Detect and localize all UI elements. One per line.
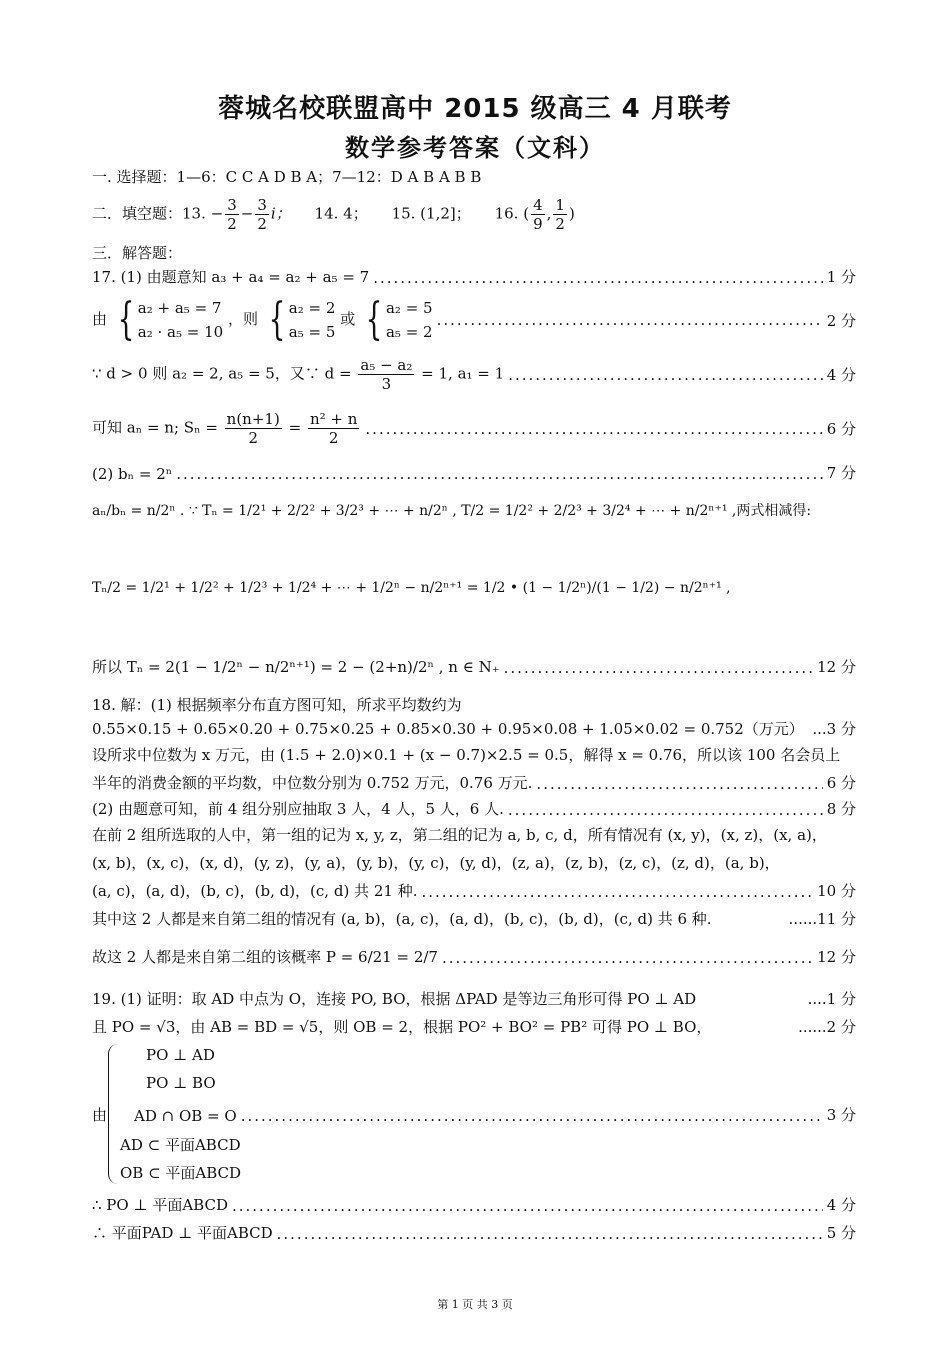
q18-line4: 半年的消费金额的平均数，中位数分别为 0.752 万元，0.76 万元. ..... 6 分 — [92, 772, 856, 793]
q18-line10: 故这 2 人都是来自第二组的该概率 P = 6/21 = 2/7 ..... 12 分 — [92, 946, 856, 967]
q17-line2: 由 { a₂ + a₅ = 7 a₂ · a₅ = 10 ，则 { a₂ = 2 a₅ = 5 或 { a₂ = 5 a₅ = 2 ..... 2 分 — [92, 296, 856, 344]
fraction: $\frac{3}{2}$ — [257, 196, 267, 233]
q17-line7: Tₙ/2 = 1/2¹ + 1/2² + 1/2³ + 1/2⁴ + ⋯ + 1/2ⁿ − n/2ⁿ⁺¹ = 1/2 • (1 − 1/2ⁿ)/(1 − 1/2) − n/2ⁿ⁺¹ , — [92, 580, 731, 596]
fraction: $\frac{1}{2}$ — [555, 196, 565, 233]
fraction: $\frac{n(n+1)}{2}$ — [226, 410, 280, 447]
q18-line5: (2) 由题意可知，前 4 组分别应抽取 3 人，4 人，5 人，6 人. ..... 8 分 — [92, 798, 856, 819]
q19-sys5: OB ⊂ 平面ABCD — [120, 1164, 242, 1182]
equation-system: { a₂ + a₅ = 7 a₂ · a₅ = 10 — [117, 294, 224, 345]
q17-line5: (2) bₙ = 2ⁿ ..... 7 分 — [92, 462, 856, 483]
q18-line2: 0.55×0.15 + 0.65×0.20 + 0.75×0.25 + 0.85×0.30 + 0.95×0.08 + 1.05×0.02 = 0.752（万元） ...3 分 — [92, 720, 856, 738]
q18-line9: 其中这 2 人都是来自第二组的情况有 (a, b)，(a, c)，(a, d)，(b, c)，(b, d)，(c, d) 共 6 种. ......11 分 — [92, 910, 856, 928]
q19-conclusion1: ∴ PO ⊥ 平面ABCD ..... 4 分 — [92, 1194, 856, 1215]
q18-line3: 设所求中位数为 x 万元，由 (1.5 + 2.0)×0.1 + (x − 0.7)×2.5 = 0.5，解得 x = 0.76，所以该 100 名会员上 — [92, 746, 841, 764]
q17-line4: 可知 aₙ = n; Sₙ = $\frac{n(n+1)}{2}$ = $\frac{\text{n² + n}}{2}$ ..... 6 分 — [92, 410, 856, 447]
choice-answers: 一. 选择题：1—6：C C A D B A；7—12：D A B A B B — [92, 168, 482, 186]
q19-sys3: AD ∩ OB = O ..... 3 分 — [134, 1104, 856, 1125]
answer-subtitle: 数学参考答案（文科） — [345, 134, 605, 162]
page-footer: 第 1 页 共 3 页 — [437, 1298, 513, 1311]
solve-heading: 三．解答题： — [92, 244, 183, 262]
fraction: $\frac{4}{9}$ — [533, 196, 543, 233]
q19-line1: 19. (1) 证明：取 AD 中点为 O，连接 PO, BO，根据 ΔPAD 是等边三角形可得 PO ⊥ AD ....1 分 — [92, 990, 856, 1008]
fill-answers: 二．填空题：13. − $\frac{3}{2}$ − $\frac{3}{2}$ i； 14. 4； 15. (1,2]； 16. ( $\frac{4}{9}$ , $\frac{1}{2}$ ) — [92, 196, 575, 233]
equation-system: { a₂ = 5 a₅ = 2 — [365, 294, 433, 345]
q19-sys2: PO ⊥ BO — [146, 1074, 216, 1092]
fraction: $\frac{\text{n² + n}}{2}$ — [309, 410, 358, 447]
q19-sys4: AD ⊂ 平面ABCD — [120, 1136, 241, 1154]
q19-sys-prefix: 由 — [92, 1106, 108, 1124]
q19-conclusion2: ∴ 平面PAD ⊥ 平面ABCD ..... 5 分 — [92, 1222, 856, 1243]
equation-system: { a₂ = 2 a₅ = 5 — [268, 294, 336, 345]
q18-line8: (a, c)，(a, d)，(b, c)，(b, d)，(c, d) 共 21 种. ..... 10 分 — [92, 880, 856, 901]
fraction: $\frac{\text{a₅ − a₂}}{3}$ — [360, 356, 413, 393]
q19-line2: 且 PO = √3，由 AB = BD = √5，则 OB = 2，根据 PO² + BO² = PB² 可得 PO ⊥ BO， ......2 分 — [92, 1018, 856, 1036]
q19-sys1: PO ⊥ AD — [146, 1046, 215, 1064]
q17-line6: aₙ/bₙ = n/2ⁿ . ∵ Tₙ = 1/2¹ + 2/2² + 3/2³ + ⋯ + n/2ⁿ , T/2 = 1/2² + 2/2³ + 3/2⁴ + ⋯ + n/2ⁿ⁺¹ ,两式相减得: — [92, 503, 812, 519]
q17-line3: ∵ d > 0 则 a₂ = 2, a₅ = 5，又∵ d = $\frac{\text{a₅ − a₂}}{3}$ = 1, a₁ = 1 ..... 4 分 — [92, 356, 856, 393]
exam-title: 蓉城名校联盟高中 2015 级高三 4 月联考 — [218, 94, 732, 124]
q17-line8: 所以 Tₙ = 2(1 − 1/2ⁿ − n/2ⁿ⁺¹) = 2 − (2+n)/2ⁿ , n ∈ N₊ ..... 12 分 — [92, 656, 856, 677]
q18-line6: 在前 2 组所选取的人中，第一组的记为 x, y, z，第二组的记为 a, b, c, d，所有情况有 (x, y)，(x, z)，(x, a)， — [92, 826, 827, 844]
q18-line1: 18. 解：(1) 根据频率分布直方图可知，所求平均数约为 — [92, 696, 462, 714]
q17-line1: 17. (1) 由题意知 a₃ + a₄ = a₂ + a₅ = 7 ..... 1 分 — [92, 266, 856, 287]
q18-line7: (x, b)，(x, c)，(x, d)，(y, z)，(y, a)，(y, b)，(y, c)，(y, d)，(z, a)，(z, b)，(z, c)，(z, d)，(a, b)， — [92, 854, 780, 872]
fraction: $\frac{3}{2}$ — [227, 196, 237, 233]
